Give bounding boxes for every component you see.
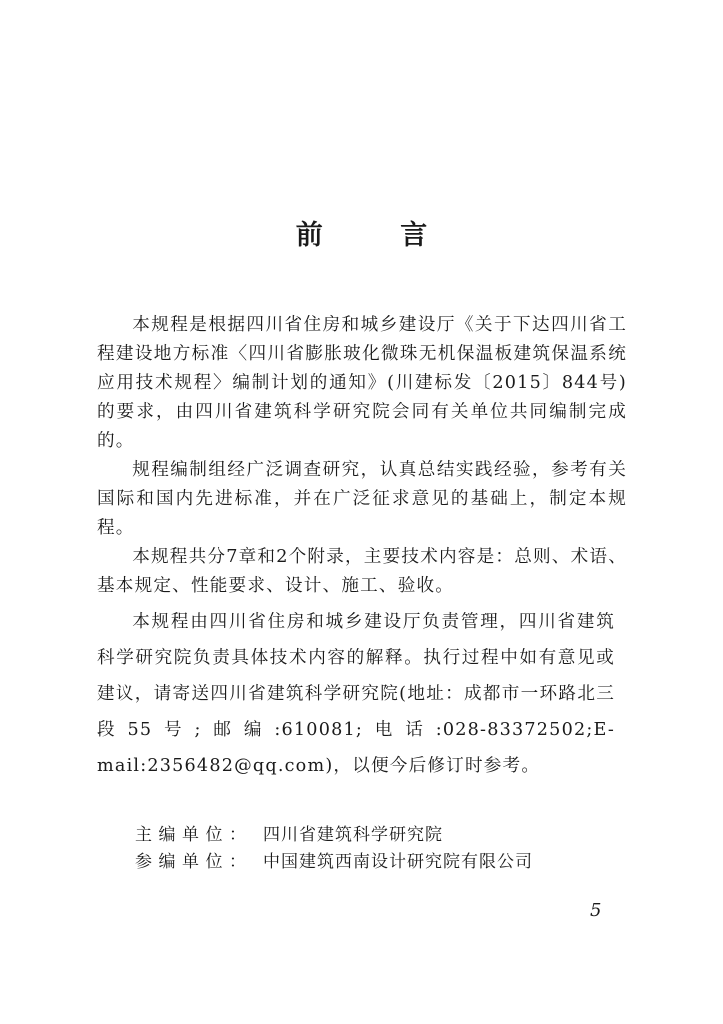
paragraph-basis: 本规程是根据四川省住房和城乡建设厅《关于下达四川省工程建设地方标准〈四川省膨胀玻化微珠无机保温板建筑保温系统应用技术规程〉编制计划的通知》(川建标发〔2015〕844号)的要求，由四川省建筑科学研究院会同有关单位共同编制完成的。 (97, 315, 627, 451)
management-section (97, 604, 615, 784)
paragraph-compilation: 规程编制组经广泛调查研究，认真总结实践经验，参考有关国际和国内先进标准，并在广泛征求意见的基础上，制定本规程。 (97, 460, 627, 538)
preface-body (97, 311, 627, 601)
page-title: 前 言 (295, 220, 462, 251)
page-number: 5 (590, 900, 602, 921)
unit-row-chief (135, 822, 533, 849)
unit-value: 四川省建筑科学研究院 (263, 825, 443, 845)
paragraph-management: 本规程由四川省住房和城乡建设厅负责管理，四川省建筑科学研究院负责具体技术内容的解释。执行过程中如有意见或建议，请寄送四川省建筑科学研究院(地址：成都市一环路北三段55号;邮编:610081;电话:028-83372502;E-mail:2356482@qq.com)，以便今后修订时参考。 (97, 612, 615, 776)
units-list (135, 822, 533, 876)
unit-label: 参编单位： (135, 852, 253, 872)
unit-row-participating (135, 849, 533, 876)
paragraph-contents: 本规程共分7章和2个附录，主要技术内容是：总则、术语、基本规定、性能要求、设计、施工、验收。 (97, 547, 627, 596)
unit-label: 主编单位： (135, 825, 253, 845)
unit-value: 中国建筑西南设计研究院有限公司 (263, 852, 533, 872)
